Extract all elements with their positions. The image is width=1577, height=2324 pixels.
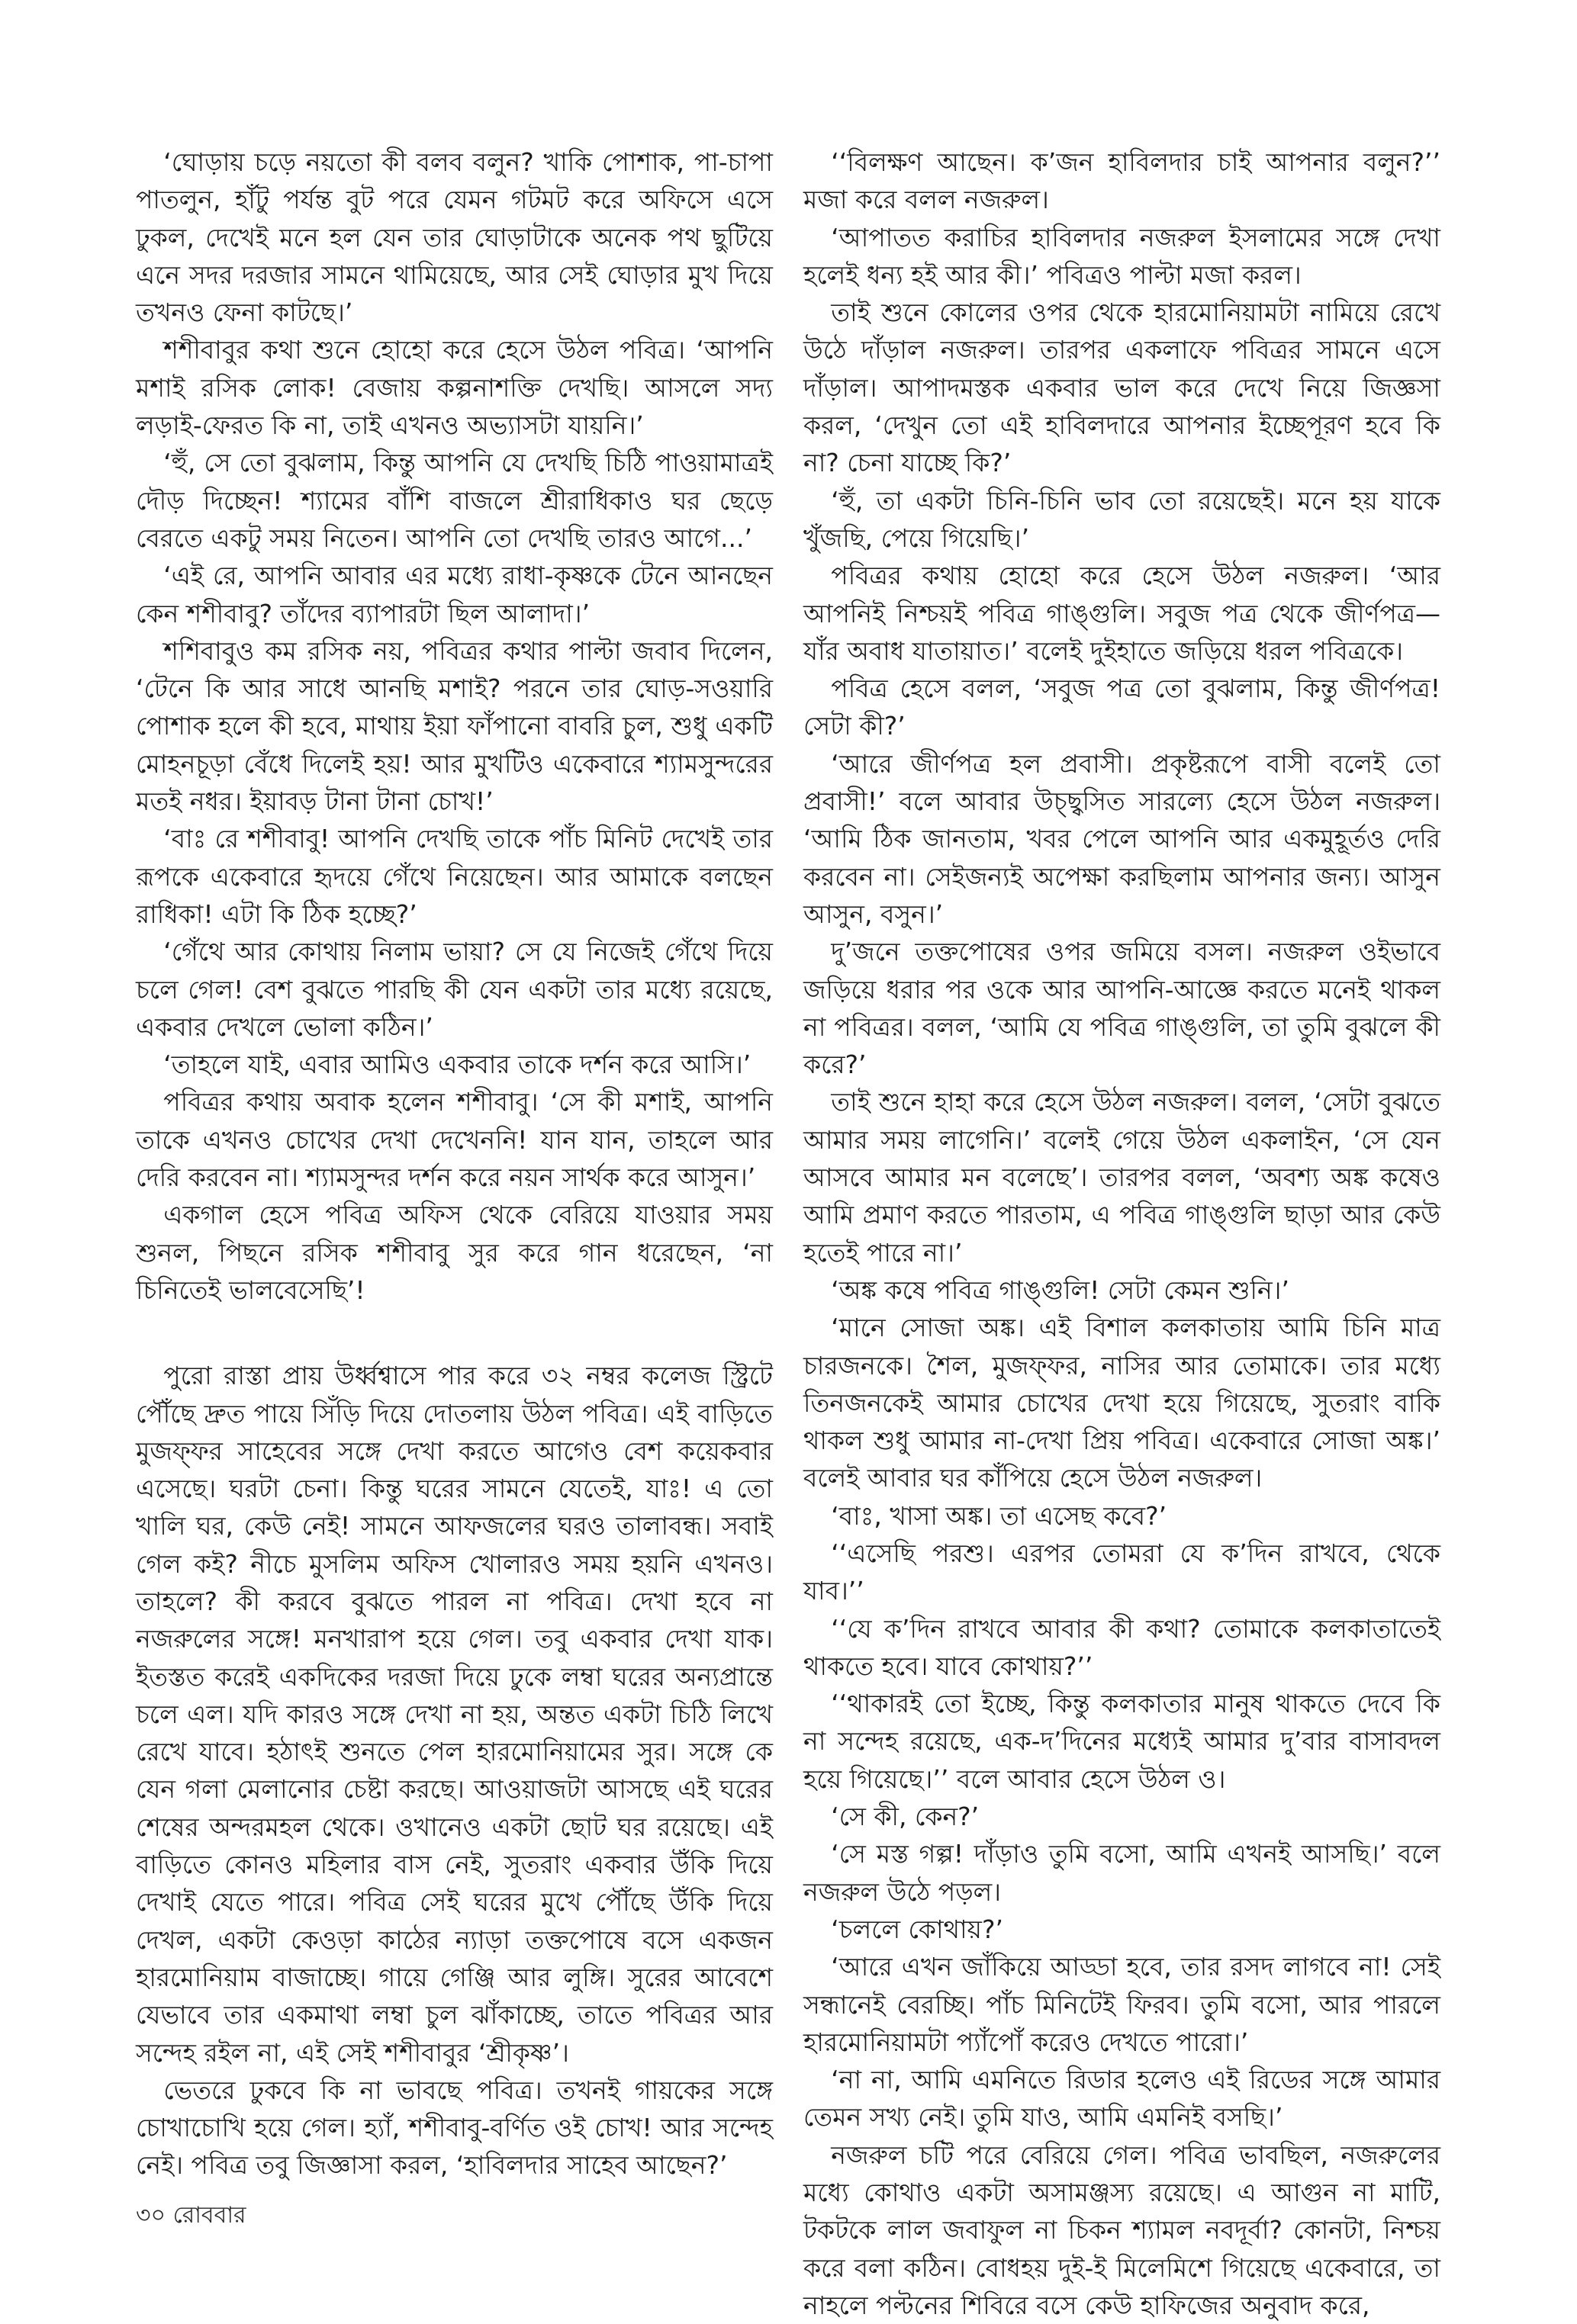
paragraph: শশিবাবুও কম রসিক নয়, পবিত্রর কথার পাল্টা জবাব দিলেন, ‘টেনে কি আর সাধে আনছি মশাই? পরনে তার ঘোড়-সওয়ারি পোশাক হলে কী হবে, মাথায় ইয়া ফাঁপানো বাবরি চুল, শুধু একটি মোহনচূড়া বেঁধে দিলেই হয়! আর মুখটিও একেবারে শ্যামসুন্দরের মতই নধর। ইয়াবড় টানা টানা চোখ!’ xyxy=(136,635,773,817)
left-column xyxy=(136,143,773,2184)
paragraph: ‘মানে সোজা অঙ্ক। এই বিশাল কলকাতায় আমি চিনি মাত্র চারজনকে। শৈল, মুজফ্ফর, নাসির আর তোমাকে। তার মধ্যে তিনজনকেই আমার চোখের দেখা হয়ে গিয়েছে, সুতরাং বাকি থাকল শুধু আমার না-দেখা প্রিয় পবিত্র। একেবারে সোজা অঙ্ক।’ বলেই আবার ঘর কাঁপিয়ে হেসে উঠল নজরুল। xyxy=(803,1313,1440,1493)
paragraph: ‘‘থাকারই তো ইচ্ছে, কিন্তু কলকাতার মানুষ থাকতে দেবে কি না সন্দেহ রয়েছে, এক-দ’দিনের মধ্যেই আমার দু’বার বাসাবদল হয়ে গিয়েছে।’’ বলে আবার হেসে উঠল ও। xyxy=(803,1689,1440,1794)
paragraph: ‘সে মস্ত গল্প! দাঁড়াও তুমি বসো, আমি এখনই আসছি।’ বলে নজরুল উঠে পড়ল। xyxy=(803,1839,1440,1907)
paragraph: ভেতরে ঢুকবে কি না ভাবছে পবিত্র। তখনই গায়কের সঙ্গে চোখাচোখি হয়ে গেল। হ্যাঁ, শশীবাবু-বর্ণিত ওই চোখ! আর সন্দেহ নেই। পবিত্র তবু জিজ্ঞাসা করল, ‘হাবিলদার সাহেব আছেন?’ xyxy=(136,2075,773,2181)
paragraph: ‘আরে জীর্ণপত্র হল প্রবাসী। প্রকৃষ্টরূপে বাসী বলেই তো প্রবাসী!’ বলে আবার উচ্ছ্বসিত সারল্যে হেসে উঠল নজরুল। ‘আমি ঠিক জানতাম, খবর পেলে আপনি আর একমুহূর্তও দেরি করবেন না। সেইজন্যই অপেক্ষা করছিলাম আপনার জন্য। আসুন আসুন, বসুন।’ xyxy=(803,748,1440,929)
right-column xyxy=(803,143,1440,2324)
paragraph: পবিত্রর কথায় অবাক হলেন শশীবাবু। ‘সে কী মশাই, আপনি তাকে এখনও চোখের দেখা দেখেননি! যান যান, তাহলে আর দেরি করবেন না। শ্যামসুন্দর দর্শন করে নয়ন সার্থক করে আসুন।’ xyxy=(136,1087,773,1193)
paragraph: ‘‘যে ক’দিন রাখবে আবার কী কথা? তোমাকে কলকাতাতেই থাকতে হবে। যাবে কোথায়?’’ xyxy=(803,1613,1440,1681)
paragraph: ‘না না, আমি এমনিতে রিডার হলেও এই রিডের সঙ্গে আমার তেমন সখ্য নেই। তুমি যাও, আমি এমনিই বসছি।’ xyxy=(803,2065,1440,2133)
paragraph: ‘সে কী, কেন?’ xyxy=(831,1802,980,1832)
paragraph: ‘আপাতত করাচির হাবিলদার নজরুল ইসলামের সঙ্গে দেখা হলেই ধন্য হই আর কী।’ পবিত্রও পাল্টা মজা করল। xyxy=(803,222,1440,290)
paragraph: পুরো রাস্তা প্রায় উর্ধ্বশ্বাসে পার করে ৩২ নম্বর কলেজ স্ট্রিটে পৌঁছে দ্রুত পায়ে সিঁড়ি দিয়ে দোতলায় উঠল পবিত্র। এই বাড়িতে মুজফ্ফর সাহেবের সঙ্গে দেখা করতে আগেও বেশ কয়েকবার এসেছে। ঘরটা চেনা। কিন্তু ঘরের সামনে যেতেই, যাঃ! এ তো খালি ঘর, কেউ নেই! সামনে আফজলের ঘরও তালাবন্ধ। সবাই গেল কই? নীচে মুসলিম অফিস খোলারও সময় হয়নি এখনও। তাহলে? কী করবে বুঝতে পারল না পবিত্র। দেখা হবে না নজরুলের সঙ্গে! মনখারাপ হয়ে গেল। তবু একবার দেখা যাক। ইতস্তত করেই একদিকের দরজা দিয়ে ঢুকে লম্বা ঘরের অন্যপ্রান্তে চলে এল। যদি কারও সঙ্গে দেখা না হয়, অন্তত একটা চিঠি লিখে রেখে যাবে। হঠাৎই শুনতে পেল হারমোনিয়ামের সুর। সঙ্গে কে যেন গলা মেলানোর চেষ্টা করছে। আওয়াজটা আসছে এই ঘরের শেষের অন্দরমহল থেকে। ওখানেও একটা ছোট ঘর রয়েছে। এই বাড়িতে কোনও মহিলার বাস নেই, সুতরাং একবার উঁকি দিয়ে দেখাই যেতে পারে। পবিত্র সেই ঘরের মুখে পৌঁছে উঁকি দিয়ে দেখল, একটা কেওড়া কাঠের ন্যাড়া তক্তপোষে বসে একজন হারমোনিয়াম বাজাচ্ছে। গায়ে গেঞ্জি আর লুঙ্গি। সুরের আবেশে যেভাবে তার একমাথা লম্বা চুল ঝাঁকাচ্ছে, তাতে পবিত্রর আর সন্দেহ রইল না, এই সেই শশীবাবুর ‘শ্রীকৃষ্ণ’। xyxy=(136,1361,773,2068)
page-number: ৩০ xyxy=(136,2202,166,2229)
paragraph: ‘তাহলে যাই, এবার আমিও একবার তাকে দর্শন করে আসি।’ xyxy=(163,1049,751,1080)
paragraph: তাই শুনে কোলের ওপর থেকে হারমোনিয়ামটা নামিয়ে রেখে উঠে দাঁড়াল নজরুল। তারপর একলাফে পবিত্রর সামনে এসে দাঁড়াল। আপাদমস্তক একবার ভাল করে দেখে নিয়ে জিজ্ঞসা করল, ‘দেখুন তো এই হাবিলদারে আপনার ইচ্ছেপূরণ হবে কি না? চেনা যাচ্ছে কি?’ xyxy=(803,297,1440,478)
paragraph: ‘এই রে, আপনি আবার এর মধ্যে রাধা-কৃষ্ণকে টেনে আনছেন কেন শশীবাবু? তাঁদের ব্যাপারটা ছিল আলাদা।’ xyxy=(136,561,773,628)
publication-name: রোববার xyxy=(172,2202,246,2229)
page-footer xyxy=(136,2197,246,2236)
paragraph: ‘অঙ্ক কষে পবিত্র গাঙ্গুলি! সেটা কেমন শুনি।’ xyxy=(831,1275,1289,1305)
paragraph: ‘‘বিলক্ষণ আছেন। ক’জন হাবিলদার চাই আপনার বলুন?’’ মজা করে বলল নজরুল। xyxy=(803,147,1440,215)
paragraph: নজরুল চটি পরে বেরিয়ে গেল। পবিত্র ভাবছিল, নজরুলের মধ্যে কোথাও একটা অসামঞ্জস্য রয়েছে। এ আগুন না মাটি, টকটকে লাল জবাফুল না চিকন শ্যামল নবদূর্বা? কোনটা, নিশ্চয় করে বলা কঠিন। বোধহয় দুই-ই মিলেমিশে গিয়েছে একেবারে, তা নাহলে পল্টনের শিবিরে বসে কেউ হাফিজের অনুবাদ করে, xyxy=(803,2139,1440,2320)
paragraph: ‘আরে এখন জাঁকিয়ে আড্ডা হবে, তার রসদ লাগবে না! সেই সন্ধানেই বেরচ্ছি। পাঁচ মিনিটেই ফিরব। তুমি বসো, আর পারলে হারমোনিয়ামটা প্যাঁপোঁ করেও দেখতে পারো।’ xyxy=(803,1952,1440,2057)
paragraph: ‘ঘোড়ায় চড়ে নয়তো কী বলব বলুন? খাকি পোশাক, পা-চাপা পাতলুন, হাঁটু পর্যন্ত বুট পরে যেমন গটমট করে অফিসে এসে ঢুকল, দেখেই মনে হল যেন তার ঘোড়াটাকে অনেক পথ ছুটিয়ে এনে সদর দরজার সামনে থামিয়েছে, আর সেই ঘোড়ার মুখ দিয়ে তখনও ফেনা কাটছে।’ xyxy=(136,147,773,328)
paragraph: ‘হুঁ, সে তো বুঝলাম, কিন্তু আপনি যে দেখছি চিঠি পাওয়ামাত্রই দৌড় দিচ্ছেন! শ্যামের বাঁশি বাজলে শ্রীরাধিকাও ঘর ছেড়ে বেরতে একটু সময় নিতেন। আপনি তো দেখছি তারও আগে...’ xyxy=(136,448,773,553)
paragraph: শশীবাবুর কথা শুনে হোহো করে হেসে উঠল পবিত্র। ‘আপনি মশাই রসিক লোক! বেজায় কল্পনাশক্তি দেখছি। আসলে সদ্য লড়াই-ফেরত কি না, তাই এখনও অভ্যাসটা যায়নি।’ xyxy=(136,335,773,441)
paragraph: ‘চললে কোথায়?’ xyxy=(831,1914,1003,1944)
paragraph: ‘বাঃ রে শশীবাবু! আপনি দেখছি তাকে পাঁচ মিনিট দেখেই তার রূপকে একেবারে হৃদয়ে গেঁথে নিয়েছেন। আর আমাকে বলছেন রাধিকা! এটা কি ঠিক হচ্ছে?’ xyxy=(136,824,773,929)
paragraph: দু’জনে তক্তপোষের ওপর জমিয়ে বসল। নজরুল ওইভাবে জড়িয়ে ধরার পর ওকে আর আপনি-আজ্ঞে করতে মনেই থাকল না পবিত্রর। বলল, ‘আমি যে পবিত্র গাঙ্গুলি, তা তুমি বুঝলে কী করে?’ xyxy=(803,937,1440,1080)
paragraph: পবিত্র হেসে বলল, ‘সবুজ পত্র তো বুঝলাম, কিন্তু জীর্ণপত্র! সেটা কী?’ xyxy=(803,673,1440,741)
paragraph: পবিত্রর কথায় হোহো করে হেসে উঠল নজরুল। ‘আর আপনিই নিশ্চয়ই পবিত্র গাঙ্গুলি। সবুজ পত্র থেকে জীর্ণপত্র—যাঁর অবাধ যাতায়াত।’ বলেই দুইহাতে জড়িয়ে ধরল পবিত্রকে। xyxy=(803,561,1440,666)
paragraph: একগাল হেসে পবিত্র অফিস থেকে বেরিয়ে যাওয়ার সময় শুনল, পিছনে রসিক শশীবাবু সুর করে গান ধরেছেন, ‘না চিনিতেই ভালবেসেছি’! xyxy=(136,1200,773,1305)
paragraph: ‘‘এসেছি পরশু। এরপর তোমরা যে ক’দিন রাখবে, থেকে যাব।’’ xyxy=(803,1538,1440,1606)
paragraph: ‘হুঁ, তা একটা চিনি-চিনি ভাব তো রয়েছেই। মনে হয় যাকে খুঁজছি, পেয়ে গিয়েছি।’ xyxy=(803,485,1440,553)
paragraph: ‘বাঃ, খাসা অঙ্ক। তা এসেছ কবে?’ xyxy=(831,1500,1167,1531)
paragraph: ‘গেঁথে আর কোথায় নিলাম ভায়া? সে যে নিজেই গেঁথে দিয়ে চলে গেল! বেশ বুঝতে পারছি কী যেন একটা তার মধ্যে রয়েছে, একবার দেখলে ভোলা কঠিন।’ xyxy=(136,937,773,1042)
paragraph: তাই শুনে হাহা করে হেসে উঠল নজরুল। বলল, ‘সেটা বুঝতে আমার সময় লাগেনি।’ বলেই গেয়ে উঠল একলাইন, ‘সে যেন আসবে আমার মন বলেছে’। তারপর বলল, ‘অবশ্য অঙ্ক কষেও আমি প্রমাণ করতে পারতাম, এ পবিত্র গাঙ্গুলি ছাড়া আর কেউ হতেই পারে না।’ xyxy=(803,1087,1440,1268)
